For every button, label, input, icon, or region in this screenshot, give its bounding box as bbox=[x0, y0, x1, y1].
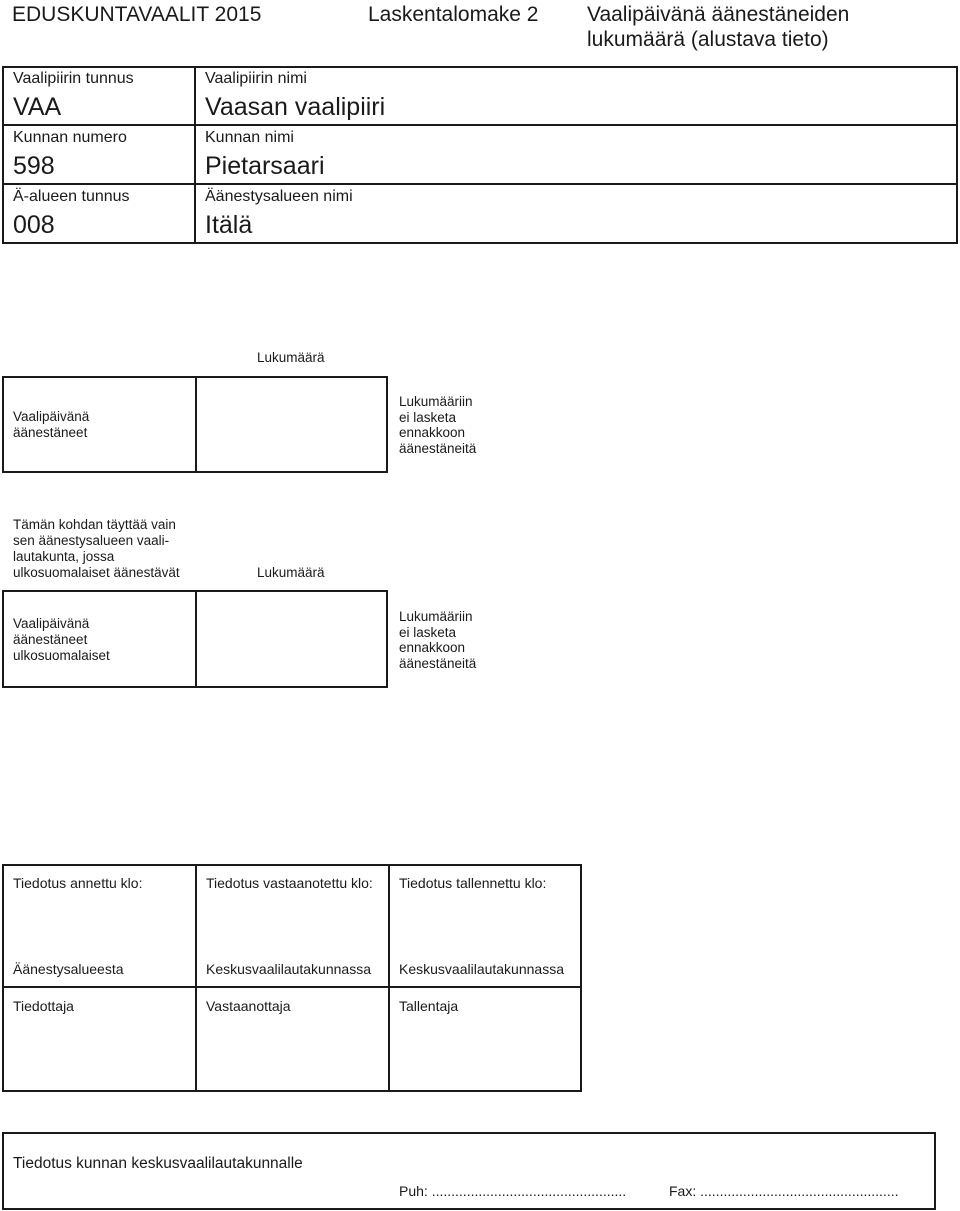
area-id-value: 008 bbox=[13, 211, 55, 239]
section2-intro-line1: Tämän kohdan täyttää vain bbox=[13, 517, 176, 532]
area-id-label: Ä-alueen tunnus bbox=[13, 188, 130, 205]
abroad-count-input[interactable] bbox=[197, 592, 386, 686]
area-name-value: Itälä bbox=[205, 211, 253, 239]
district-name-value: Vaasan vaalipiiri bbox=[205, 93, 386, 121]
receiver-label: Vastaanottaja bbox=[206, 998, 291, 1014]
identity-divider bbox=[194, 66, 196, 244]
notification-col-divider bbox=[195, 864, 197, 1092]
district-id-value: VAA bbox=[13, 93, 62, 121]
form-title-line2: lukumäärä (alustava tieto) bbox=[587, 28, 829, 51]
notification-table bbox=[2, 864, 582, 1092]
abroad-label-line1: Vaalipäivänä bbox=[13, 616, 90, 631]
note-line1: Lukumääriin bbox=[399, 394, 473, 409]
phone-field[interactable]: Puh: .................................................. bbox=[399, 1183, 627, 1199]
municipality-no-label: Kunnan numero bbox=[13, 129, 127, 146]
abroad-label-line2: äänestäneet bbox=[13, 632, 88, 647]
identity-row-divider bbox=[2, 124, 958, 126]
voters-count-input[interactable] bbox=[197, 378, 386, 471]
identity-table bbox=[2, 66, 958, 244]
abroad-label-line3: ulkosuomalaiset bbox=[13, 648, 110, 663]
form-name: Laskentalomake 2 bbox=[368, 3, 539, 26]
section2-intro-line3: lautakunta, jossa bbox=[13, 549, 115, 564]
count-header: Lukumäärä bbox=[257, 350, 325, 365]
section2-intro-line4: ulkosuomalaiset äänestävät bbox=[13, 565, 180, 580]
voters-label-line2: äänestäneet bbox=[13, 425, 88, 440]
form-title-line1: Vaalipäivänä äänestäneiden bbox=[587, 3, 850, 26]
fax-field[interactable]: Fax: ................................................... bbox=[669, 1183, 899, 1199]
count-header: Lukumäärä bbox=[257, 565, 325, 580]
note-line3: ennakkoon bbox=[399, 640, 466, 655]
municipality-name-label: Kunnan nimi bbox=[205, 129, 294, 146]
district-id-label: Vaalipiirin tunnus bbox=[13, 70, 134, 87]
voters-label-line1: Vaalipäivänä bbox=[13, 409, 90, 424]
note-line2: ei lasketa bbox=[399, 410, 457, 425]
given-time-label: Tiedotus annettu klo: bbox=[13, 875, 143, 891]
municipality-no-value: 598 bbox=[13, 152, 55, 180]
saved-place-label: Keskusvaalilautakunnassa bbox=[399, 961, 564, 977]
given-place-label: Äänestysalueesta bbox=[13, 961, 124, 977]
note-line2: ei lasketa bbox=[399, 625, 457, 640]
area-name-label: Äänestysalueen nimi bbox=[205, 188, 353, 205]
note-line1: Lukumääriin bbox=[399, 609, 473, 624]
received-time-label: Tiedotus vastaanotettu klo: bbox=[206, 875, 373, 891]
footer-title: Tiedotus kunnan keskusvaalilautakunnalle bbox=[13, 1155, 303, 1172]
note-line4: äänestäneitä bbox=[399, 656, 477, 671]
notification-row-divider bbox=[2, 986, 582, 988]
district-name-label: Vaalipiirin nimi bbox=[205, 70, 307, 87]
section2-intro-line2: sen äänestysalueen vaali- bbox=[13, 533, 170, 548]
saver-label: Tallentaja bbox=[399, 998, 459, 1014]
election-title: EDUSKUNTAVAALIT 2015 bbox=[12, 3, 262, 26]
note-line3: ennakkoon bbox=[399, 425, 466, 440]
saved-time-label: Tiedotus tallennettu klo: bbox=[399, 875, 547, 891]
notifier-label: Tiedottaja bbox=[13, 998, 74, 1014]
note-line4: äänestäneitä bbox=[399, 441, 477, 456]
municipality-name-value: Pietarsaari bbox=[205, 152, 325, 180]
identity-row-divider bbox=[2, 183, 958, 185]
received-place-label: Keskusvaalilautakunnassa bbox=[206, 961, 371, 977]
notification-col-divider bbox=[388, 864, 390, 1092]
